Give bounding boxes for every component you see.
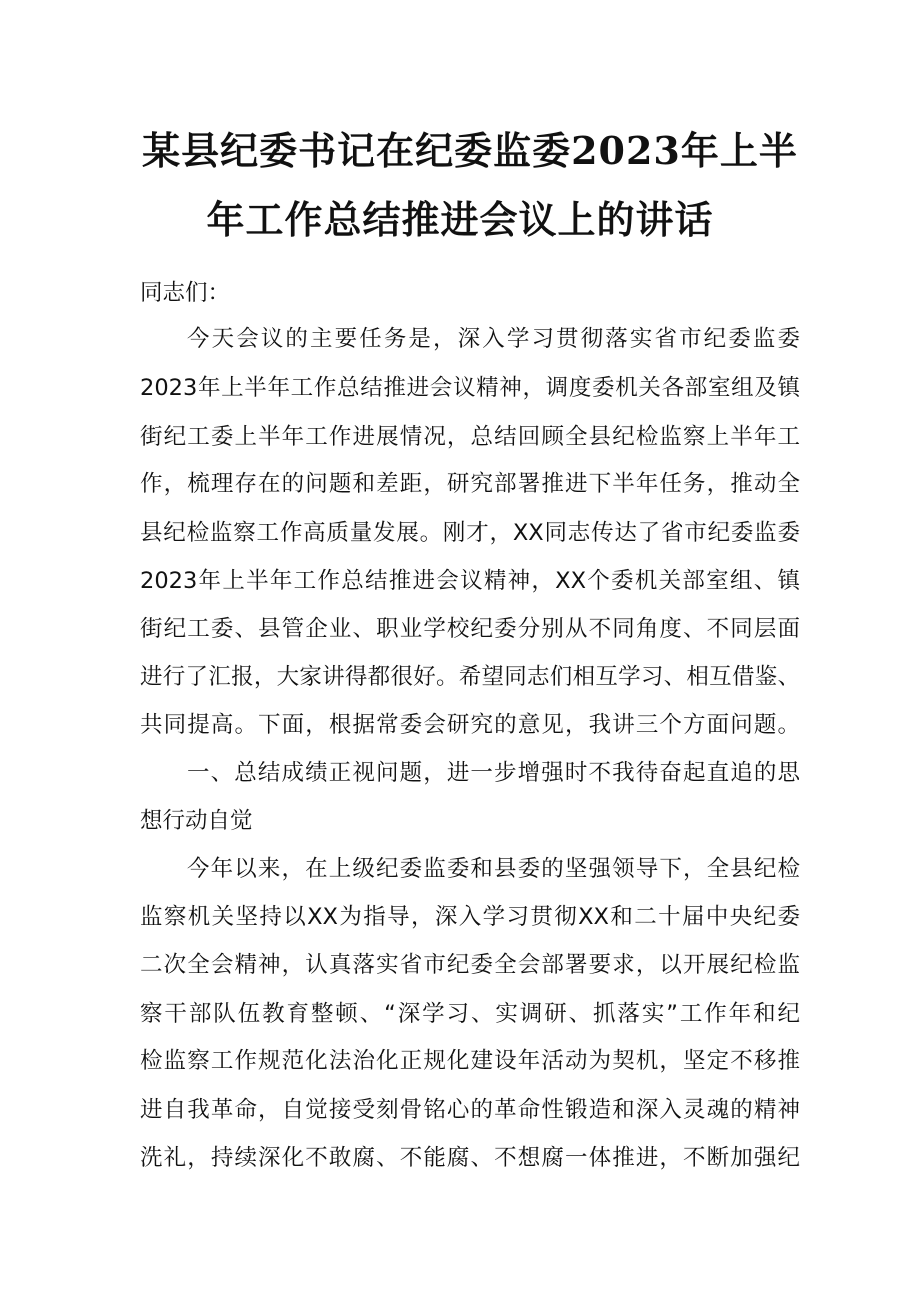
title-line-1: 某县纪委书记在纪委监委2023年上半 <box>142 128 798 173</box>
paragraph-line: 进自我革命，自觉接受刻骨铭心的革命性锻造和深入灵魂的精神 <box>140 1097 800 1123</box>
paragraph-line: 2023年上半年工作总结推进会议精神，XX个委机关部室组、镇 <box>140 568 800 594</box>
paragraph-line: 检监察工作规范化法治化正规化建设年活动为契机，坚定不移推 <box>140 1048 800 1074</box>
paragraph-line: 二次全会精神，认真落实省市纪委全会部署要求，以开展纪检监 <box>140 952 800 978</box>
paragraph-line: 洗礼，持续深化不敢腐、不能腐、不想腐一体推进，不断加强纪 <box>140 1145 800 1171</box>
paragraph-line: 作，梳理存在的问题和差距，研究部署推进下半年任务，推动全 <box>140 471 800 497</box>
paragraph-line: 县纪检监察工作高质量发展。刚才，XX同志传达了省市纪委监委 <box>140 520 800 546</box>
paragraph-line: 共同提高。下面，根据常委会研究的意见，我讲三个方面问题。 <box>140 712 800 738</box>
paragraph-line: 今天会议的主要任务是，深入学习贯彻落实省市纪委监委 <box>187 326 800 352</box>
paragraph-line: 今年以来，在上级纪委监委和县委的坚强领导下，全县纪检 <box>187 856 800 882</box>
paragraph-line: 察干部队伍教育整顿、“深学习、实调研、抓落实”工作年和纪 <box>140 1001 800 1027</box>
salutation: 同志们： <box>140 280 231 306</box>
paragraph-line: 进行了汇报，大家讲得都很好。希望同志们相互学习、相互借鉴、 <box>140 664 800 690</box>
section-heading-line: 想行动自觉 <box>140 808 253 834</box>
paragraph-line: 街纪工委、县管企业、职业学校纪委分别从不同角度、不同层面 <box>140 616 800 642</box>
paragraph-line: 监察机关坚持以XX为指导，深入学习贯彻XX和二十届中央纪委 <box>140 904 800 930</box>
paragraph-line: 街纪工委上半年工作进展情况，总结回顾全县纪检监察上半年工 <box>140 424 800 450</box>
section-heading-line: 一、总结成绩正视问题，进一步增强时不我待奋起直追的思 <box>187 760 800 786</box>
paragraph-line: 2023年上半年工作总结推进会议精神，调度委机关各部室组及镇 <box>140 375 800 401</box>
title-line-2: 年工作总结推进会议上的讲话 <box>206 197 714 242</box>
